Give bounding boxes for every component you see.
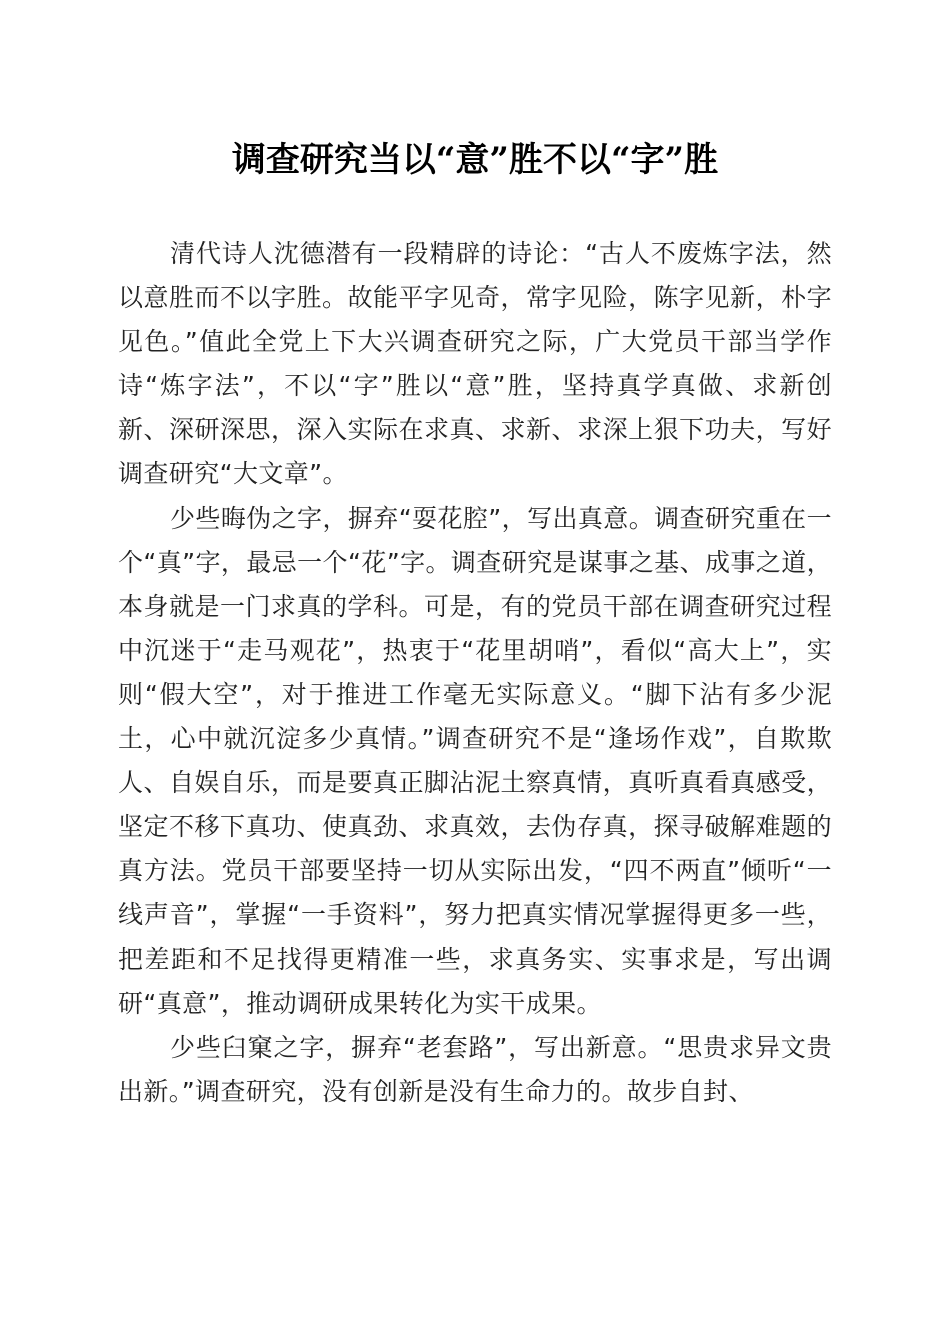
paragraph-new-meaning: 少些臼窠之字，摒弃“老套路”，写出新意。“思贵求异文贵出新。”调查研究，没有创新是没有生命力的。故步自封、: [118, 1032, 832, 1106]
document-body: [118, 232, 832, 1114]
document-title: 调查研究当以“意”胜不以“字”胜: [231, 140, 719, 180]
paragraph-true-meaning: 少些晦伪之字，摒弃“耍花腔”，写出真意。调查研究重在一个“真”字，最忌一个“花”字。调查研究是谋事之基、成事之道，本身就是一门求真的学科。可是，有的党员干部在调查研究过程中沉迷于“走马观花”，热衷于“花里胡哨”，看似“高大上”，实则“假大空”，对于推进工作毫无实际意义。“脚下沾有多少泥土，心中就沉淀多少真情。”调查研究不是“逢场作戏”，自欺欺人、自娱自乐，而是要真正脚沾泥土察真情，真听真看真感受，坚定不移下真功、使真劲、求真效，去伪存真，探寻破解难题的真方法。党员干部要坚持一切从实际出发，“四不两直”倾听“一线声音”，掌握“一手资料”，努力把真实情况掌握得更多一些，把差距和不足找得更精准一些，求真务实、实事求是，写出调研“真意”，推动调研成果转化为实干成果。: [118, 503, 832, 1018]
paragraph-intro: 清代诗人沈德潜有一段精辟的诗论：“古人不废炼字法，然以意胜而不以字胜。故能平字见奇，常字见险，陈字见新，朴字见色。”值此全党上下大兴调查研究之际，广大党员干部当学作诗“炼字法”，不以“字”胜以“意”胜，坚持真学真做、求新创新、深研深思，深入实际在求真、求新、求深上狠下功夫，写好调查研究“大文章”。: [118, 239, 832, 489]
